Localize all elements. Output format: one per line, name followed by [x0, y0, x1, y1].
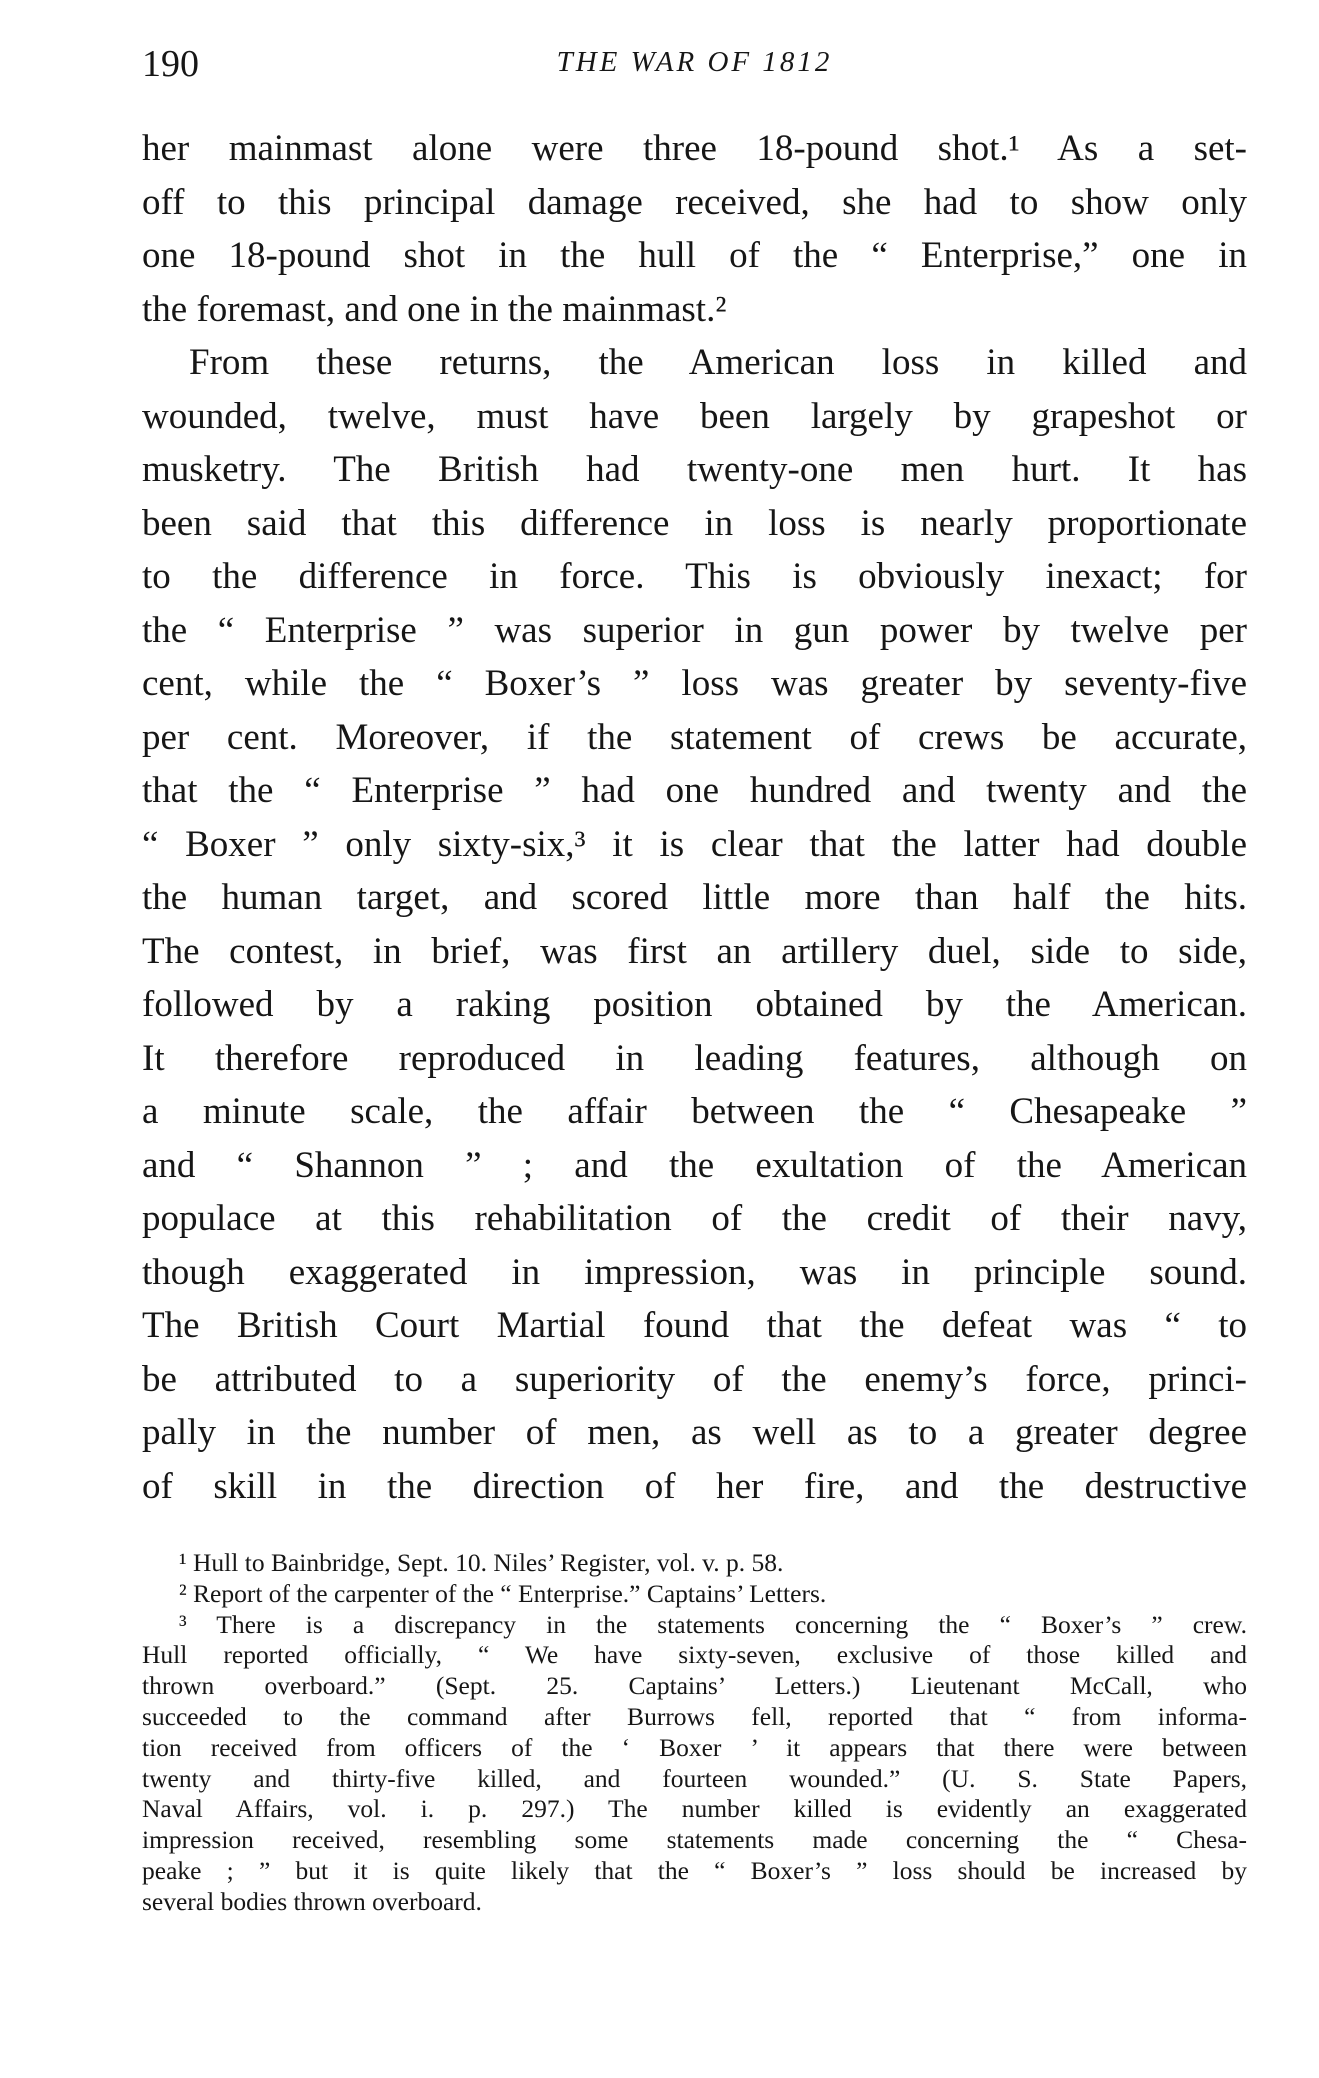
body-line: followed by a raking position obtained by the American. [142, 984, 1247, 1025]
body-line: pally in the number of men, as well as to a greater degree [142, 1412, 1247, 1453]
running-title: THE WAR OF 1812 [556, 46, 833, 78]
page-header [142, 42, 1247, 92]
body-line: one 18-pound shot in the hull of the “ Enterprise,” one in [142, 235, 1247, 276]
body-line: per cent. Moreover, if the statement of crews be accurate, [142, 716, 1247, 758]
body-line: her mainmast alone were three 18-pound shot.¹ As a set- [142, 128, 1247, 169]
body-line: The British Court Martial found that the defeat was “ to [142, 1305, 1247, 1346]
body-line: been said that this difference in loss is nearly proportionate [142, 502, 1247, 544]
footnote-line: tion received from officers of the ‘ Boxer ’ it appears that there were between [142, 1732, 1247, 1762]
body-line: “ Boxer ” only sixty-six,³ it is clear that the latter had double [142, 823, 1247, 865]
footnote-line: Naval Affairs, vol. i. p. 297.) The number killed is evidently an exaggerated [142, 1794, 1247, 1824]
body-line: a minute scale, the affair between the “ Chesapeake ” [142, 1091, 1247, 1132]
body-line: the human target, and scored little more than half the hits. [142, 877, 1247, 918]
body-line: off to this principal damage received, she had to show only [142, 181, 1247, 223]
footnote-line: thrown overboard.” (Sept. 25. Captains’ Letters.) Lieutenant McCall, who [142, 1671, 1247, 1701]
footnote-line: several bodies thrown overboard. [142, 1886, 482, 1916]
body-line: The contest, in brief, was first an artillery duel, side to side, [142, 930, 1247, 972]
body-line: the foremast, and one in the mainmast.² [142, 288, 727, 330]
body-line: wounded, twelve, must have been largely by grapeshot or [142, 395, 1247, 437]
body-line: and “ Shannon ” ; and the exultation of the American [142, 1144, 1247, 1186]
body-line: be attributed to a superiority of the enemy’s force, princi- [142, 1358, 1247, 1400]
footnote-line: impression received, resembling some statements made concerning the “ Chesa- [142, 1825, 1247, 1855]
body-line: of skill in the direction of her fire, and the destructive [142, 1465, 1247, 1507]
body-line: From these returns, the American loss in killed and [189, 342, 1247, 383]
body-line: populace at this rehabilitation of the credit of their navy, [142, 1198, 1247, 1239]
footnotes [142, 1548, 1247, 1918]
body-line: that the “ Enterprise ” had one hundred and twenty and the [142, 770, 1247, 811]
page-number: 190 [142, 43, 199, 85]
body-line: It therefore reproduced in leading features, although on [142, 1037, 1247, 1079]
body-line: to the difference in force. This is obviously inexact; for [142, 556, 1247, 597]
footnote-line: ¹ Hull to Bainbridge, Sept. 10. Niles’ Register, vol. v. p. 58. [179, 1548, 784, 1577]
footnote-line: succeeded to the command after Burrows fell, reported that “ from informa- [142, 1701, 1247, 1731]
footnote-line: twenty and thirty-five killed, and fourteen wounded.” (U. S. State Papers, [142, 1763, 1247, 1793]
footnote-line: peake ; ” but it is quite likely that the “ Boxer’s ” loss should be increased by [142, 1855, 1247, 1885]
body-text [142, 122, 1247, 1513]
body-line: musketry. The British had twenty-one men hurt. It has [142, 449, 1247, 490]
footnote-line: ³ There is a discrepancy in the statements concerning the “ Boxer’s ” crew. [179, 1609, 1247, 1639]
footnote-line: Hull reported officially, “ We have sixty-seven, exclusive of those killed and [142, 1640, 1247, 1670]
body-line: the “ Enterprise ” was superior in gun power by twelve per [142, 609, 1247, 651]
body-line: cent, while the “ Boxer’s ” loss was greater by seventy-five [142, 663, 1247, 704]
body-line: though exaggerated in impression, was in principle sound. [142, 1251, 1247, 1293]
footnote-line: ² Report of the carpenter of the “ Enterprise.” Captains’ Letters. [179, 1578, 827, 1608]
